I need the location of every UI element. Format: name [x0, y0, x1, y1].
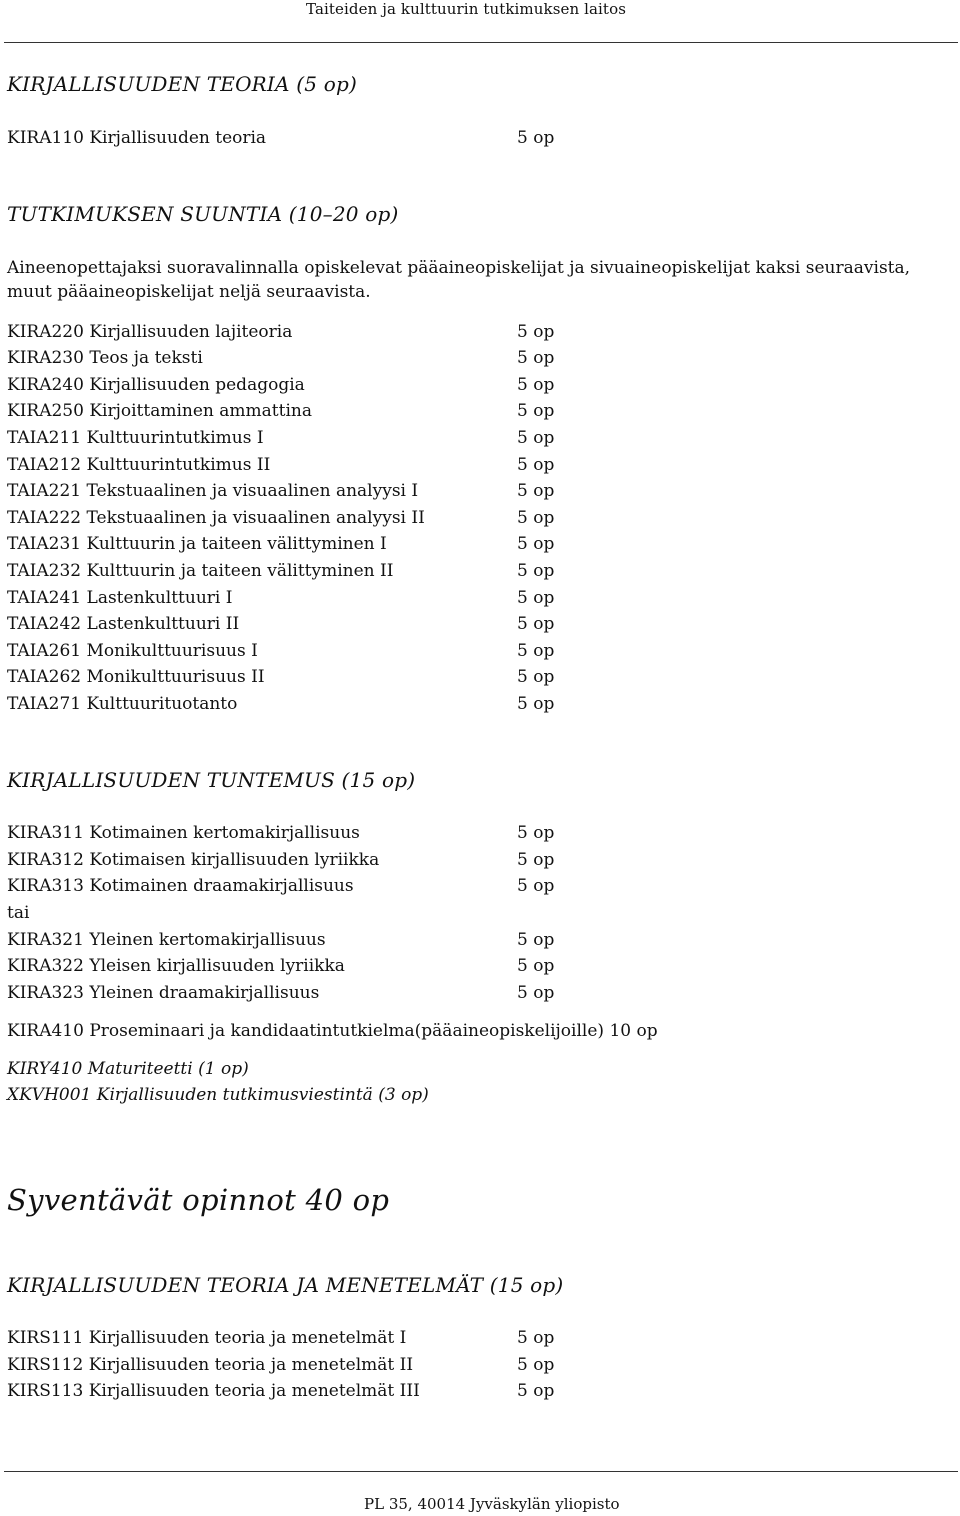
course-name: TAIA221 Tekstuaalinen ja visuaalinen analyysi I — [7, 481, 419, 501]
proseminar-line: KIRA410 Proseminaari ja kandidaatintutkielma(pääaineopiskelijoille) 10 op — [7, 1021, 658, 1041]
course-name: KIRS112 Kirjallisuuden teoria ja menetelmät II — [7, 1355, 414, 1375]
description-line-2: muut pääaineopiskelijat neljä seuraavista. — [7, 282, 371, 302]
course-credits: 5 op — [517, 322, 555, 342]
course-name: KIRA311 Kotimainen kertomakirjallisuus — [7, 823, 360, 843]
course-credits: 5 op — [517, 588, 555, 608]
course-credits: 5 op — [517, 614, 555, 634]
tutkimuksen-suuntia-description — [7, 256, 947, 304]
course-name: TAIA271 Kulttuurituotanto — [7, 694, 238, 714]
course-name: TAIA222 Tekstuaalinen ja visuaalinen analyysi II — [7, 508, 425, 528]
course-credits: 5 op — [517, 641, 555, 661]
course-credits: 5 op — [517, 481, 555, 501]
course-kira110-credits: 5 op — [517, 128, 555, 148]
course-credits: 5 op — [517, 348, 555, 368]
course-name: KIRA230 Teos ja teksti — [7, 348, 203, 368]
header-divider — [4, 42, 958, 43]
page-header-institution: Taiteiden ja kulttuurin tutkimuksen laitos — [306, 0, 626, 18]
course-name: TAIA241 Lastenkulttuuri I — [7, 588, 233, 608]
maturity-test-line: KIRY410 Maturiteetti (1 op) — [7, 1059, 249, 1079]
section-heading-kirjallisuuden-teoria: KIRJALLISUUDEN TEORIA (5 op) — [7, 72, 357, 96]
course-credits: 5 op — [517, 561, 555, 581]
section-heading-kirjallisuuden-tuntemus: KIRJALLISUUDEN TUNTEMUS (15 op) — [7, 768, 416, 792]
advanced-studies-heading: Syventävät opinnot 40 op — [7, 1183, 390, 1217]
course-credits: 5 op — [517, 930, 555, 950]
course-name: KIRA250 Kirjoittaminen ammattina — [7, 401, 312, 421]
course-credits: 5 op — [517, 534, 555, 554]
course-credits: 5 op — [517, 983, 555, 1003]
course-name: TAIA242 Lastenkulttuuri II — [7, 614, 240, 634]
course-name: KIRA312 Kotimaisen kirjallisuuden lyriikka — [7, 850, 380, 870]
course-credits: 5 op — [517, 401, 555, 421]
course-name: KIRA313 Kotimainen draamakirjallisuus — [7, 876, 354, 896]
course-credits: 5 op — [517, 667, 555, 687]
course-credits: 5 op — [517, 694, 555, 714]
course-credits: 5 op — [517, 1381, 555, 1401]
description-line-1: Aineenopettajaksi suoravalinnalla opiskelevat pääaineopiskelijat ja sivuaineopiskelijat kaksi seuraavista, — [7, 258, 911, 278]
course-credits: 5 op — [517, 1328, 555, 1348]
course-kira110-name: KIRA110 Kirjallisuuden teoria — [7, 128, 267, 148]
footer-divider — [4, 1471, 958, 1472]
course-name: TAIA262 Monikulttuurisuus II — [7, 667, 265, 687]
course-name: KIRA220 Kirjallisuuden lajiteoria — [7, 322, 293, 342]
course-name: TAIA212 Kulttuurintutkimus II — [7, 455, 271, 475]
course-credits: 5 op — [517, 375, 555, 395]
footer-address: PL 35, 40014 Jyväskylän yliopisto — [364, 1495, 620, 1513]
course-credits: 5 op — [517, 428, 555, 448]
section-heading-tutkimuksen-suuntia: TUTKIMUKSEN SUUNTIA (10–20 op) — [7, 202, 399, 226]
course-name: KIRA321 Yleinen kertomakirjallisuus — [7, 930, 326, 950]
course-name: KIRS113 Kirjallisuuden teoria ja menetelmät III — [7, 1381, 420, 1401]
course-name: TAIA232 Kulttuurin ja taiteen välittyminen II — [7, 561, 394, 581]
course-credits: 5 op — [517, 1355, 555, 1375]
research-communication-line: XKVH001 Kirjallisuuden tutkimusviestintä (3 op) — [7, 1085, 429, 1105]
course-name: KIRA322 Yleisen kirjallisuuden lyriikka — [7, 956, 345, 976]
course-credits: 5 op — [517, 956, 555, 976]
course-credits: 5 op — [517, 455, 555, 475]
course-name: TAIA261 Monikulttuurisuus I — [7, 641, 258, 661]
course-name: KIRA323 Yleinen draamakirjallisuus — [7, 983, 320, 1003]
section-heading-teoria-ja-menetelmat: KIRJALLISUUDEN TEORIA JA MENETELMÄT (15 op) — [7, 1273, 564, 1297]
course-credits: 5 op — [517, 876, 555, 896]
course-credits: 5 op — [517, 850, 555, 870]
course-credits: 5 op — [517, 508, 555, 528]
course-name: TAIA231 Kulttuurin ja taiteen välittyminen I — [7, 534, 387, 554]
course-name: KIRA240 Kirjallisuuden pedagogia — [7, 375, 305, 395]
course-name: TAIA211 Kulttuurintutkimus I — [7, 428, 264, 448]
course-credits: 5 op — [517, 823, 555, 843]
course-name: KIRS111 Kirjallisuuden teoria ja menetelmät I — [7, 1328, 407, 1348]
or-label: tai — [7, 903, 30, 923]
